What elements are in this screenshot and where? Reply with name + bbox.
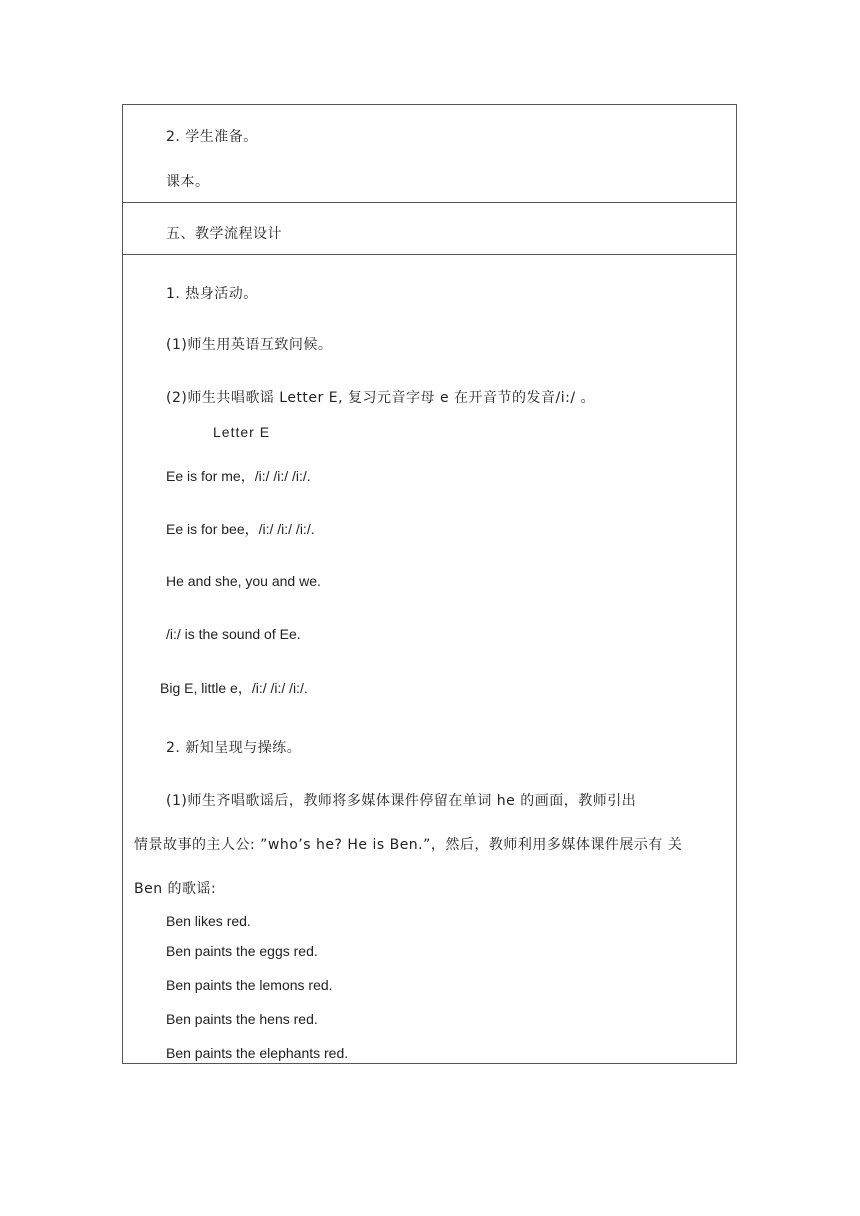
song-title: Letter E [213,424,271,440]
new-knowledge-heading: 2. 新知呈现与操练。 [166,740,302,756]
section-heading: 五、教学流程设计 [166,226,282,242]
warmup-step-1: (1)师生用英语互致问候。 [166,337,333,353]
paragraph-line: (1)师生齐唱歌谣后，教师将多媒体课件停留在单词 he 的画面，教师引出 [166,793,637,809]
prep-item-2: 2. 学生准备。 [166,129,258,145]
row-divider [122,254,737,255]
ben-song-line: Ben paints the lemons red. [166,977,333,993]
ben-song-line: Ben paints the eggs red. [166,943,318,959]
warmup-step-2: (2)师生共唱歌谣 Letter E, 复习元音字母 e 在开音节的发音/i:/ 。 [166,390,595,406]
song-line: He and she, you and we. [166,573,321,589]
paragraph-line: Ben 的歌谣: [134,881,217,897]
song-line: Big E, little e，/i:/ /i:/ /i:/. [160,680,308,696]
ben-song-line: Ben paints the hens red. [166,1011,318,1027]
prep-textbook: 课本。 [166,174,210,190]
ben-song-line: Ben likes red. [166,913,251,929]
ben-song-line: Ben paints the elephants red. [166,1045,349,1061]
song-line: Ee is for me，/i:/ /i:/ /i:/. [166,468,311,484]
song-line: /i:/ is the sound of Ee. [166,626,301,642]
warmup-heading: 1. 热身活动。 [166,286,258,302]
paragraph-line: 情景故事的主人公: ”who’s he? He is Ben.”，然后，教师利用多媒体课件展示有 关 [134,837,683,853]
row-divider [122,202,737,203]
song-line: Ee is for bee，/i:/ /i:/ /i:/. [166,521,315,537]
